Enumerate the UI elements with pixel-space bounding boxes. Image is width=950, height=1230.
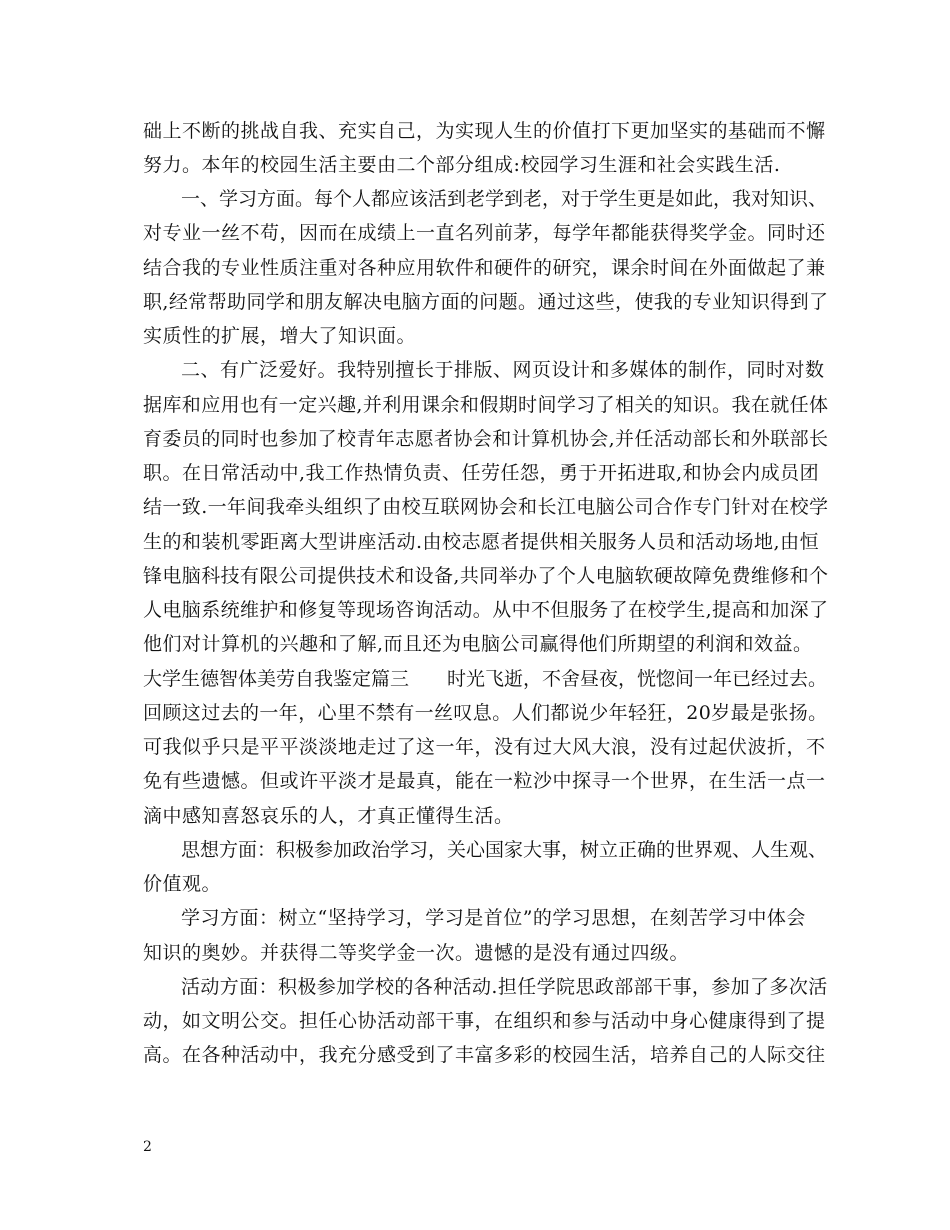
text-line: 生的和装机零距离大型讲座活动.由校志愿者提供相关服务人员和活动场地,由恒 [143, 531, 820, 553]
text-line: 实质性的扩展，增大了知识面。 [143, 325, 417, 347]
paragraph-start-line: 一、学习方面。每个人都应该活到老学到老，对于学生更是如此，我对知识、 [181, 188, 828, 210]
text-line: 育委员的同时也参加了校青年志愿者协会和计算机协会,并任活动部长和外联部长 [143, 428, 829, 450]
text-line: 努力。本年的校园生活主要由二个部分组成:校园学习生涯和社会实践生活. [143, 154, 781, 176]
page-number: 2 [143, 1139, 152, 1155]
text-line: 滴中感知喜怒哀乐的人，才真正懂得生活。 [143, 805, 514, 827]
paragraph-start-line: 二、有广泛爱好。我特别擅长于排版、网页设计和多媒体的制作，同时对数 [181, 359, 825, 381]
text-line: 据库和应用也有一定兴趣,并利用课余和假期时间学习了相关的知识。我在就任体 [143, 394, 829, 416]
text-line: 高。在各种活动中，我充分感受到了丰富多彩的校园生活，培养自己的人际交往 [143, 1044, 826, 1066]
text-line: 可我似乎只是平平淡淡地走过了这一年，没有过大风大浪，没有过起伏波折，不 [143, 736, 826, 758]
text-line: 他们对计算机的兴趣和了解,而且还为电脑公司赢得他们所期望的利润和效益。 [143, 633, 813, 655]
text-line: 免有些遗憾。但或许平淡才是最真，能在一粒沙中探寻一个世界，在生活一点一 [143, 770, 826, 792]
text-line: 职。在日常活动中,我工作热情负责、任劳任怨，勇于开拓进取,和协会内成员团 [143, 462, 820, 484]
text-line: 职,经常帮助同学和朋友解决电脑方面的问题。通过这些，使我的专业知识得到了 [143, 291, 829, 313]
text-line: 回顾这过去的一年，心里不禁有一丝叹息。人们都说少年轻狂，20岁最是张扬。 [143, 702, 828, 724]
text-line: 价值观。 [143, 873, 222, 895]
text-line: 动，如文明公交。担任心协活动部干事，在组织和参与活动中身心健康得到了提 [143, 1010, 826, 1032]
text-line: 人电脑系统维护和修复等现场咨询活动。从中不但服务了在校学生,提高和加深了 [143, 599, 829, 621]
text-line: 对专业一丝不苟，因而在成绩上一直名列前茅，每学年都能获得奖学金。同时还 [143, 222, 826, 244]
section-heading-line: 大学生德智体美劳自我鉴定篇三 时光飞逝，不舍昼夜，恍惚间一年已经过去。 [143, 668, 828, 690]
paragraph-start-line: 思想方面：积极参加政治学习，关心国家大事，树立正确的世界观、人生观、 [181, 839, 828, 861]
paragraph-start-line: 学习方面：树立“坚持学习，学习是首位”的学习思想，在刻苦学习中体会 [181, 907, 806, 929]
text-line: 知识的奥妙。并获得二等奖学金一次。遗憾的是没有通过四级。 [143, 942, 690, 964]
text-line: 础上不断的挑战自我、充实自己，为实现人生的价值打下更加坚实的基础而不懈 [143, 120, 826, 142]
paragraph-start-line: 活动方面：积极参加学校的各种活动.担任学院思政部部干事，参加了多次活 [181, 976, 828, 998]
text-line: 锋电脑科技有限公司提供技术和设备,共同举办了个人电脑软硬故障免费维修和个 [143, 565, 829, 587]
text-line: 结合我的专业性质注重对各种应用软件和硬件的研究，课余时间在外面做起了兼 [143, 257, 826, 279]
text-line: 结一致.一年间我牵头组织了由校互联网协会和长江电脑公司合作专门针对在校学 [143, 496, 829, 518]
